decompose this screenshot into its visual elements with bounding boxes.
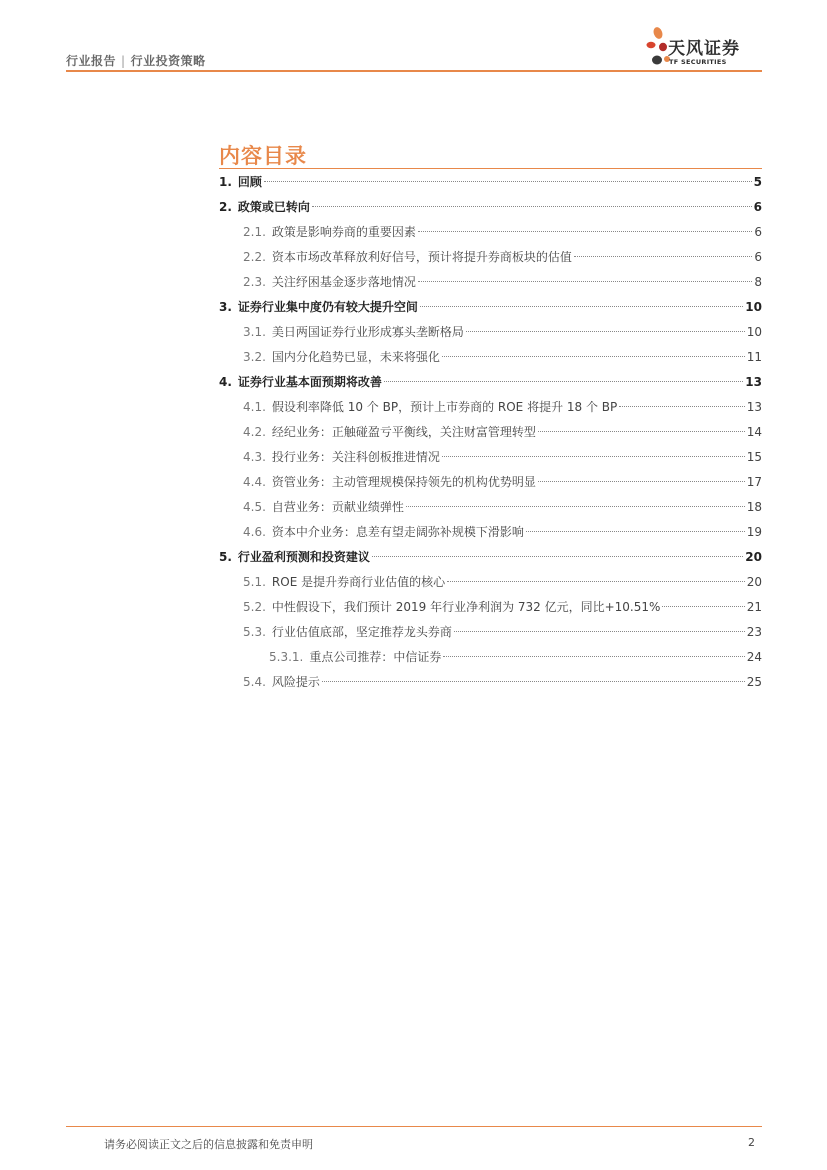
- toc-entry-title: 证券行业集中度仍有较大提升空间: [237, 300, 418, 314]
- toc-title-underline: [219, 168, 762, 169]
- toc-entry[interactable]: [219, 495, 762, 520]
- toc-entry-title: 行业估值底部，坚定推荐龙头券商: [271, 625, 452, 639]
- toc-entry-page: 19: [746, 525, 762, 539]
- header-breadcrumb: [66, 52, 206, 69]
- toc-entry-title: 国内分化趋势已显，未来将强化: [271, 350, 440, 364]
- toc-entry[interactable]: [219, 420, 762, 445]
- toc-entry-page: 23: [746, 625, 762, 639]
- toc-entry[interactable]: [219, 270, 762, 295]
- footer-disclaimer: 请务必阅读正文之后的信息披露和免责申明: [104, 1138, 313, 1151]
- toc-entry-page: 20: [745, 550, 762, 564]
- header-divider: [66, 70, 762, 72]
- toc-dot-leader: [447, 581, 745, 582]
- header-section: 行业报告: [66, 54, 117, 68]
- toc-entry-number: 3.2.: [243, 350, 266, 364]
- toc-entry-number: 4.4.: [243, 475, 266, 489]
- toc-entry[interactable]: [219, 295, 762, 320]
- logo-subtitle: TF SECURITIES: [669, 58, 727, 66]
- toc-dot-leader: [420, 306, 743, 307]
- toc-dot-leader: [526, 531, 745, 532]
- toc-dot-leader: [372, 556, 743, 557]
- toc-entry-page: 5: [753, 175, 762, 189]
- toc-entry-title: 政策是影响券商的重要因素: [271, 225, 416, 239]
- toc-entry-page: 8: [754, 275, 762, 289]
- toc-entry-title: 证券行业基本面预期将改善: [237, 375, 382, 389]
- toc-entry-title: 经纪业务：正触碰盈亏平衡线，关注财富管理转型: [271, 425, 536, 439]
- toc-entry-number: 2.3.: [243, 275, 266, 289]
- toc-entry-page: 17: [746, 475, 762, 489]
- toc-entry-title: 假设利率降低 10 个 BP，预计上市券商的 ROE 将提升 18 个 BP: [271, 400, 618, 414]
- toc-entry-title: 投行业务：关注科创板推进情况: [271, 450, 440, 464]
- toc-entry[interactable]: [219, 570, 762, 595]
- toc-dot-leader: [538, 481, 745, 482]
- toc-entry-number: 4.: [219, 375, 232, 389]
- toc-entry-title: 政策或已转向: [237, 200, 310, 214]
- toc-dot-leader: [574, 256, 752, 257]
- toc-entry-number: 5.3.1.: [269, 650, 304, 664]
- toc-entry-title: 回顾: [237, 175, 262, 189]
- toc-entry-title: 资本市场改革释放利好信号，预计将提升券商板块的估值: [271, 250, 572, 264]
- toc-entry-number: 1.: [219, 175, 232, 189]
- toc-entry[interactable]: [219, 645, 762, 670]
- toc-entry-page: 15: [746, 450, 762, 464]
- toc-entry-page: 11: [746, 350, 762, 364]
- toc-entry-number: 2.1.: [243, 225, 266, 239]
- toc-title: 内容目录: [219, 144, 307, 168]
- toc-entry-title: 自营业务：贡献业绩弹性: [271, 500, 404, 514]
- toc-entry[interactable]: [219, 345, 762, 370]
- toc-entry-title: 重点公司推荐：中信证券: [309, 650, 442, 664]
- toc-entry[interactable]: [219, 220, 762, 245]
- toc-dot-leader: [312, 206, 752, 207]
- toc-dot-leader: [466, 331, 745, 332]
- toc-entry[interactable]: [219, 520, 762, 545]
- toc-entry-number: 4.1.: [243, 400, 266, 414]
- toc-entry-page: 13: [746, 400, 762, 414]
- toc-entry-number: 5.3.: [243, 625, 266, 639]
- toc-dot-leader: [454, 631, 745, 632]
- toc-entry-title: ROE 是提升券商行业估值的核心: [271, 575, 446, 589]
- toc-dot-leader: [264, 181, 752, 182]
- toc-dot-leader: [418, 231, 752, 232]
- toc-entry-page: 10: [745, 300, 762, 314]
- toc-entry-number: 2.2.: [243, 250, 266, 264]
- toc-entry-number: 2.: [219, 200, 232, 214]
- toc-entry[interactable]: [219, 670, 762, 695]
- toc-entry-page: 10: [746, 325, 762, 339]
- toc-entry-title: 资管业务：主动管理规模保持领先的机构优势明显: [271, 475, 536, 489]
- toc-entry-number: 3.1.: [243, 325, 266, 339]
- toc-dot-leader: [538, 431, 745, 432]
- toc-entry-title: 资本中介业务：息差有望走阔弥补规模下滑影响: [271, 525, 524, 539]
- toc-entry-page: 21: [746, 600, 762, 614]
- toc-entry-number: 5.1.: [243, 575, 266, 589]
- toc-entry-title: 关注纾困基金逐步落地情况: [271, 275, 416, 289]
- toc-entry-page: 6: [753, 200, 762, 214]
- toc-entry-number: 5.4.: [243, 675, 266, 689]
- toc-dot-leader: [662, 606, 744, 607]
- toc-entry[interactable]: [219, 620, 762, 645]
- toc-entry[interactable]: [219, 395, 762, 420]
- toc-entry-title: 行业盈利预测和投资建议: [237, 550, 370, 564]
- toc-entry[interactable]: [219, 595, 762, 620]
- toc-entry-title: 中性假设下，我们预计 2019 年行业净利润为 732 亿元，同比+10.51%: [271, 600, 661, 614]
- toc-dot-leader: [442, 456, 745, 457]
- toc-dot-leader: [619, 406, 744, 407]
- toc-entry-title: 美日两国证券行业形成寡头垄断格局: [271, 325, 464, 339]
- toc-dot-leader: [442, 356, 745, 357]
- toc-entry[interactable]: [219, 245, 762, 270]
- toc-dot-leader: [406, 506, 745, 507]
- toc-dot-leader: [322, 681, 745, 682]
- toc-entry-page: 18: [746, 500, 762, 514]
- toc-entry-number: 4.3.: [243, 450, 266, 464]
- toc-entry-page: 25: [746, 675, 762, 689]
- toc-entry-number: 4.2.: [243, 425, 266, 439]
- toc-entry-number: 3.: [219, 300, 232, 314]
- footer-page-number: 2: [748, 1136, 755, 1149]
- toc-entry-title: 风险提示: [271, 675, 320, 689]
- toc-entry[interactable]: [219, 320, 762, 345]
- toc-dot-leader: [443, 656, 744, 657]
- toc-entry[interactable]: [219, 195, 762, 220]
- toc-entry[interactable]: [219, 370, 762, 395]
- toc-entry-page: 13: [745, 375, 762, 389]
- toc-entry-page: 20: [746, 575, 762, 589]
- toc-entry-number: 4.5.: [243, 500, 266, 514]
- table-of-contents: [219, 170, 762, 695]
- breadcrumb-separator: |: [121, 54, 126, 68]
- toc-entry-page: 6: [754, 225, 762, 239]
- logo-brand-name: 天风证券: [668, 39, 740, 59]
- toc-entry[interactable]: [219, 445, 762, 470]
- header-subsection: 行业投资策略: [130, 54, 206, 68]
- footer-divider: [66, 1126, 762, 1127]
- toc-entry-page: 14: [746, 425, 762, 439]
- toc-dot-leader: [418, 281, 752, 282]
- toc-entry-page: 24: [746, 650, 762, 664]
- toc-entry[interactable]: [219, 470, 762, 495]
- toc-dot-leader: [384, 381, 743, 382]
- toc-entry-number: 4.6.: [243, 525, 266, 539]
- toc-entry[interactable]: [219, 545, 762, 570]
- toc-entry-page: 6: [754, 250, 762, 264]
- toc-entry-number: 5.: [219, 550, 232, 564]
- toc-entry[interactable]: [219, 170, 762, 195]
- toc-entry-number: 5.2.: [243, 600, 266, 614]
